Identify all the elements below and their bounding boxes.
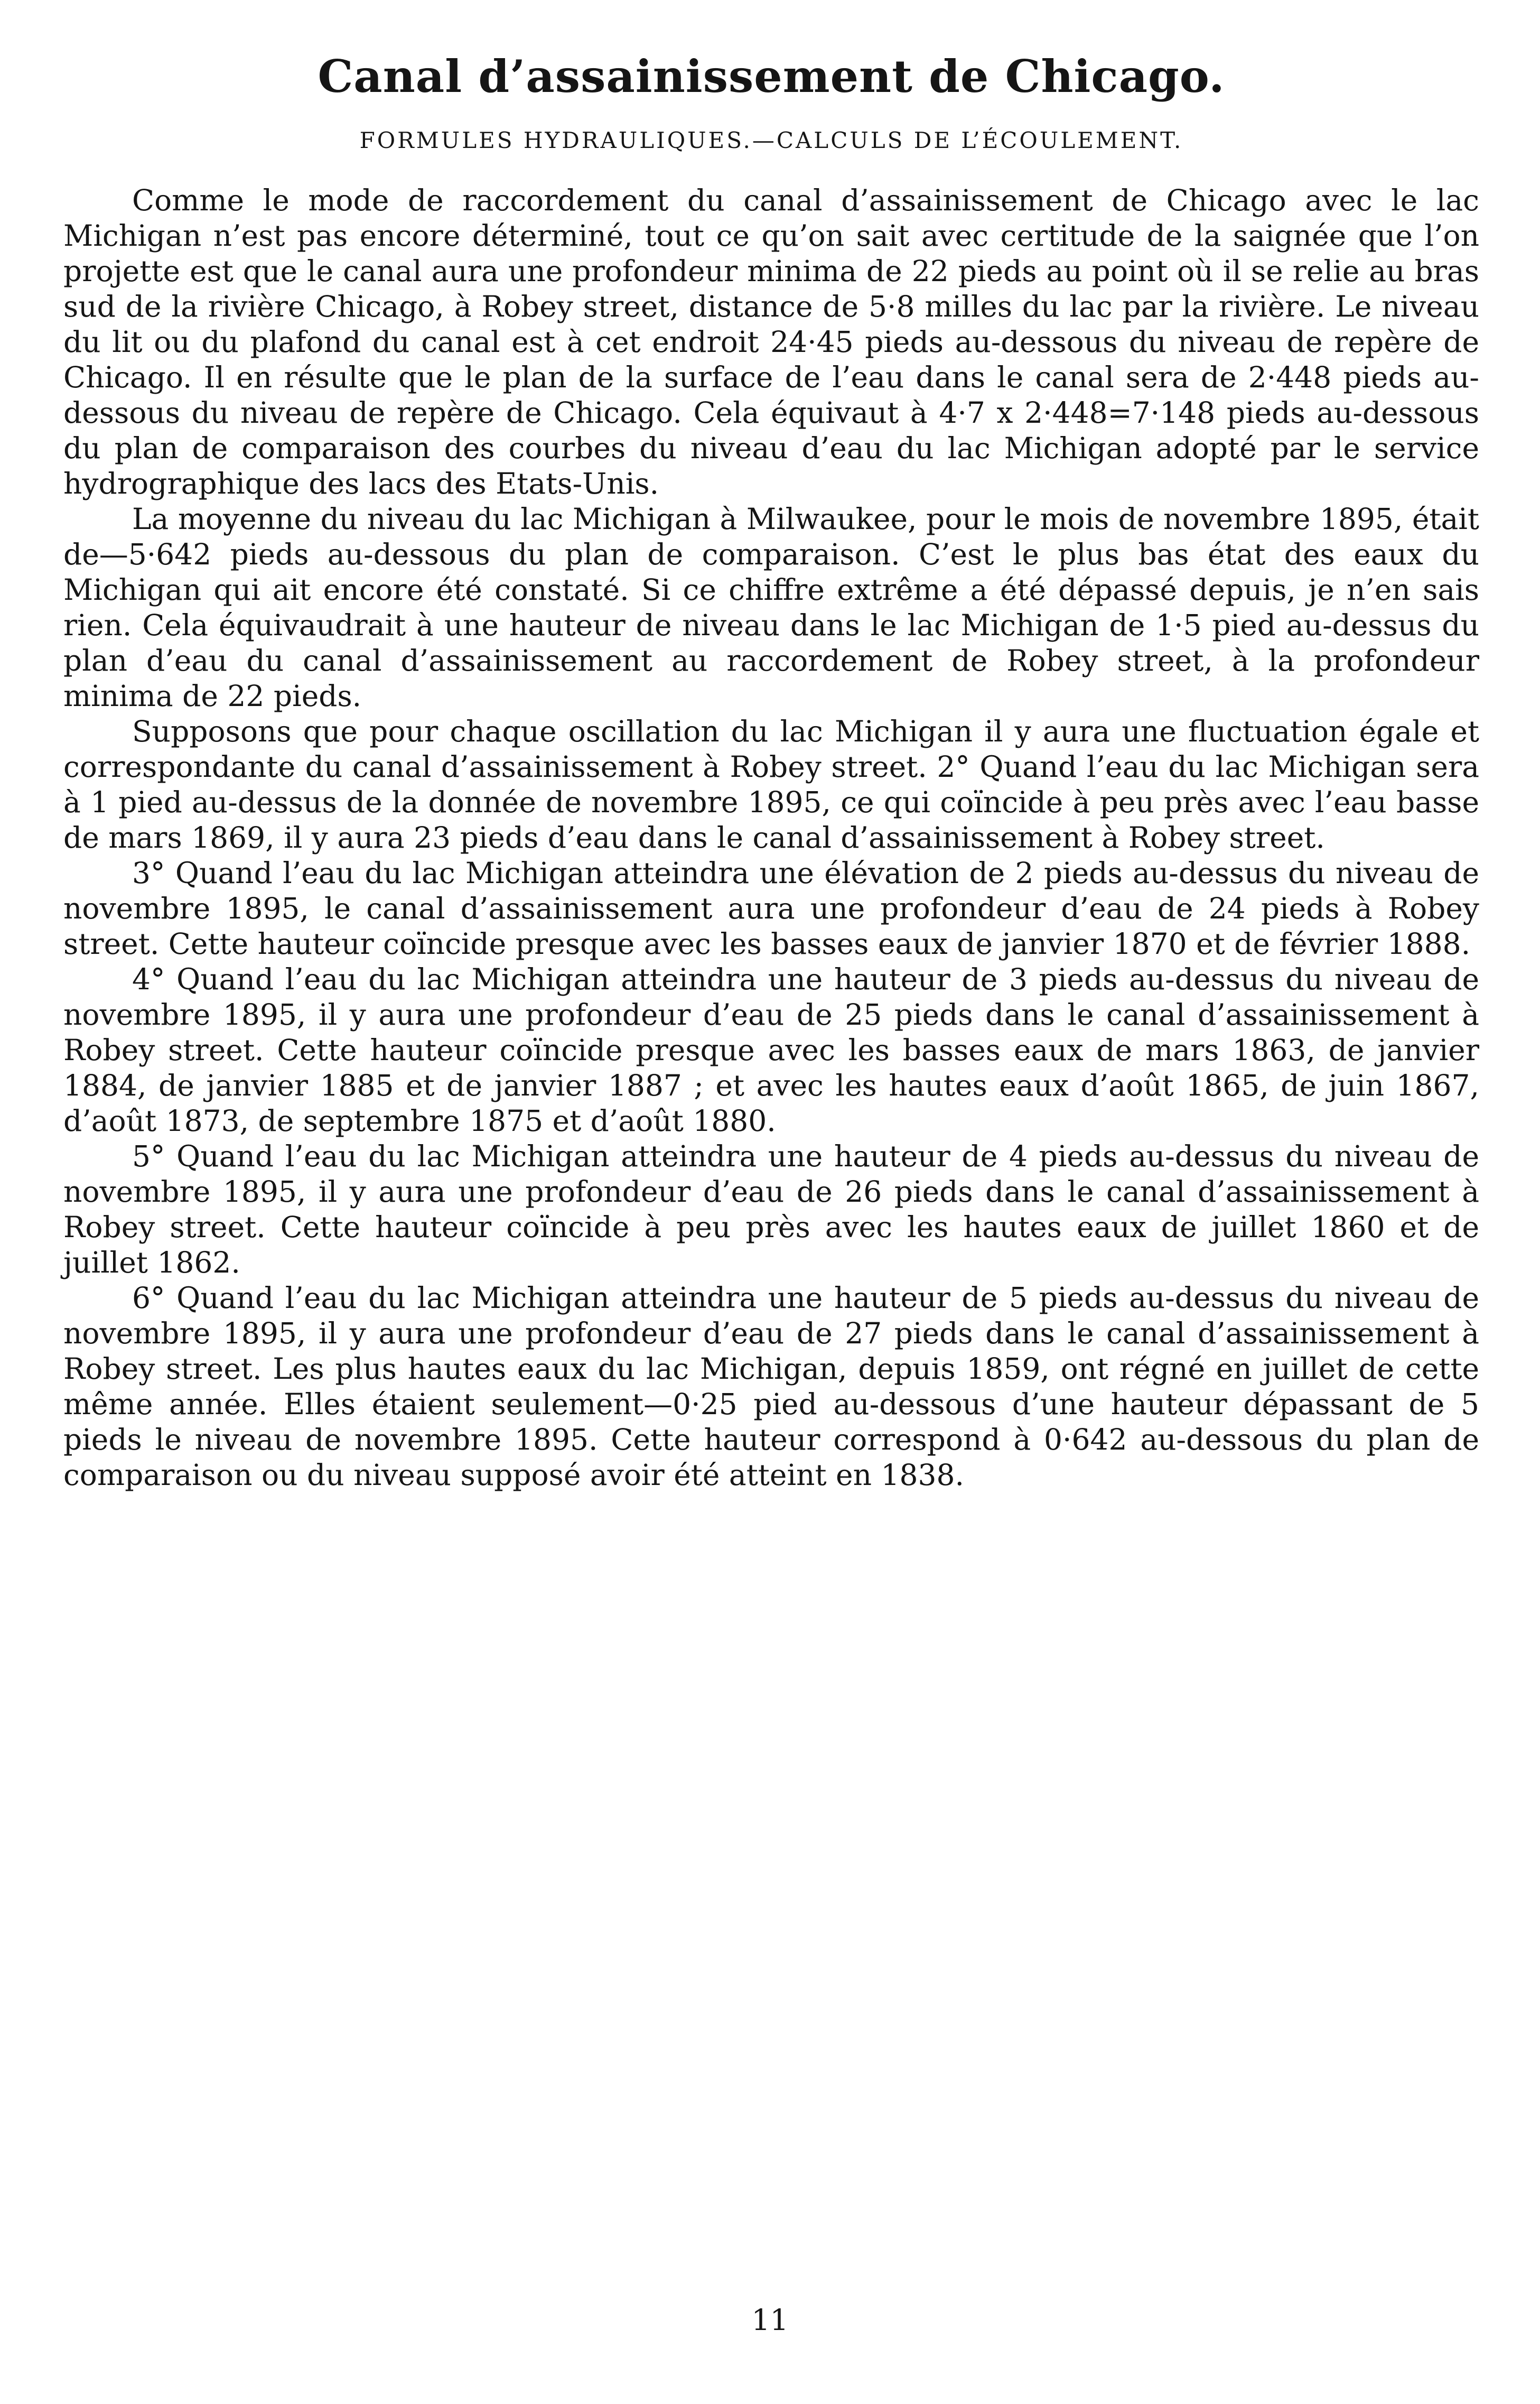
paragraph-case-6: 6° Quand l’eau du lac Michigan atteindra une hauteur de 5 pieds au-dessus du niveau de novembre 1895, il y aura une profondeur d’eau de 27 pieds dans le canal d’assainissement à Robey street. Les plus hautes eaux du lac Michigan, depuis 1859, ont régné en juillet de cette même année. Elles étaient seulement—0·25 pied au-dessous d’une hauteur dépassant de 5 pieds le niveau de novembre 1895. Cette hauteur correspond à 0·642 au-dessous du plan de comparaison ou du niveau supposé avoir été atteint en 1838. xyxy=(63,1281,1479,1492)
paragraph-case-4: 4° Quand l’eau du lac Michigan atteindra une hauteur de 3 pieds au-dessus du niveau de novembre 1895, il y aura une profondeur d’eau de 25 pieds dans le canal d’assainissement à Robey street. Cette hauteur coïncide presque avec les basses eaux de mars 1863, de janvier 1884, de janvier 1885 et de janvier 1887 ; et avec les hautes eaux d’août 1865, de juin 1867, d’août 1873, de septembre 1875 et d’août 1880. xyxy=(63,962,1479,1138)
paragraph-milwaukee-average: La moyenne du niveau du lac Michigan à Milwaukee, pour le mois de novembre 1895, était de—5·642 pieds au-dessous du plan de comparaison. C’est le plus bas état des eaux du Michigan qui ait encore été constaté. Si ce chiffre extrême a été dépassé depuis, je n’en sais rien. Cela équivaudrait à une hauteur de niveau dans le lac Michigan de 1·5 pied au-dessus du plan d’eau du canal d’assainissement au raccordement de Robey street, à la profondeur minima de 22 pieds. xyxy=(63,502,1479,713)
paragraph-intro: Comme le mode de raccordement du canal d’assainissement de Chicago avec le lac Michigan n’est pas encore déterminé, tout ce qu’on sait avec certitude de la saignée que l’on projette est que le canal aura une profondeur minima de 22 pieds au point où il se relie au bras sud de la rivière Chicago, à Robey street, distance de 5·8 milles du lac par la rivière. Le niveau du lit ou du plafond du canal est à cet endroit 24·45 pieds au-dessous du niveau de repère de Chicago. Il en résulte que le plan de la surface de l’eau dans le canal sera de 2·448 pieds au-dessous du niveau de repère de Chicago. Cela équivaut à 4·7 x 2·448=7·148 pieds au-dessous du plan de comparaison des courbes du niveau d’eau du lac Michigan adopté par le service hydrographique des lacs des Etats-Unis. xyxy=(63,183,1479,500)
page-body xyxy=(63,48,1479,1493)
section-subtitle: FORMULES HYDRAULIQUES.—CALCULS DE L’ÉCOULEMENT. xyxy=(359,127,1183,153)
page-number: 11 xyxy=(751,2303,789,2337)
page-title: Canal d’assainissement de Chicago. xyxy=(318,50,1225,103)
paragraph-case-2: Supposons que pour chaque oscillation du lac Michigan il y aura une fluctuation égale et correspondante du canal d’assainissement à Robey street. 2° Quand l’eau du lac Michigan sera à 1 pied au-dessus de la donnée de novembre 1895, ce qui coïncide à peu près avec l’eau basse de mars 1869, il y aura 23 pieds d’eau dans le canal d’assainissement à Robey street. xyxy=(63,714,1479,855)
paragraph-case-3: 3° Quand l’eau du lac Michigan atteindra une élévation de 2 pieds au-dessus du niveau de novembre 1895, le canal d’assainissement aura une profondeur d’eau de 24 pieds à Robey street. Cette hauteur coïncide presque avec les basses eaux de janvier 1870 et de février 1888. xyxy=(63,856,1479,961)
paragraph-case-5: 5° Quand l’eau du lac Michigan atteindra une hauteur de 4 pieds au-dessus du niveau de novembre 1895, il y aura une profondeur d’eau de 26 pieds dans le canal d’assainissement à Robey street. Cette hauteur coïncide à peu près avec les hautes eaux de juillet 1860 et de juillet 1862. xyxy=(63,1139,1479,1279)
